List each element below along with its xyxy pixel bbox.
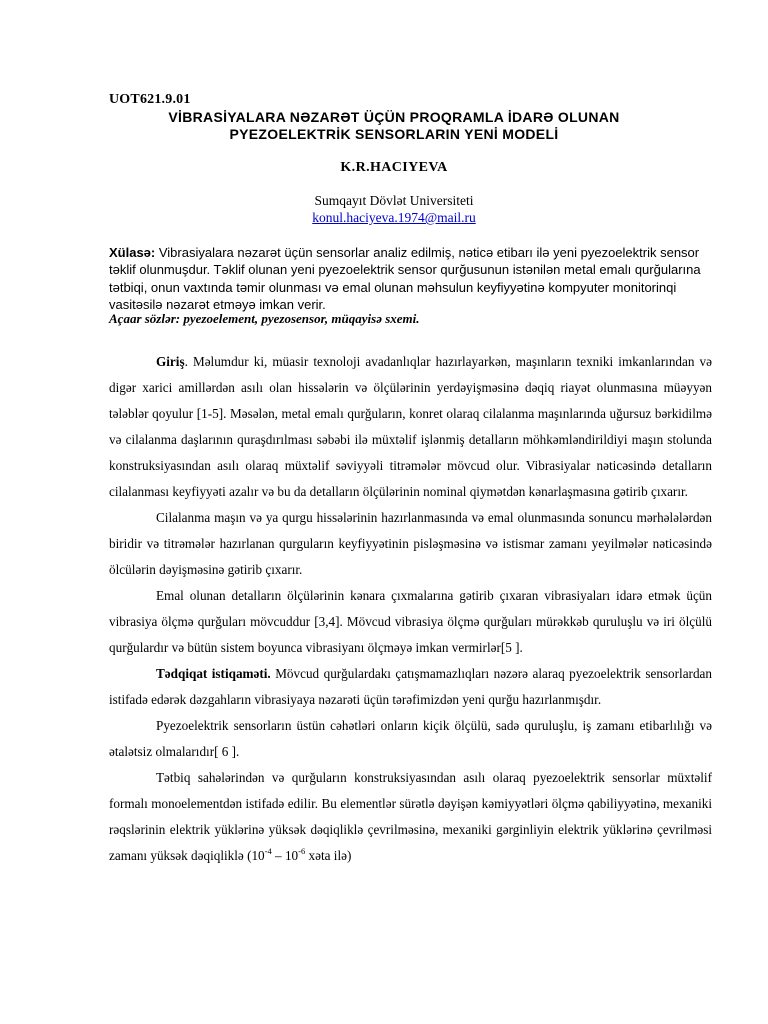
abstract [109,244,709,313]
udc-code: UOT621.9.01 [109,92,191,107]
intro-text: . Məlumdur ki, müasir texnoloji avadanlıqlar hazırlayarkən, maşınların texniki imkanlarından və digər xarici amillərdən asılı olan hissələrin və ölçülərinin yerdəyişməsinə dəqiq riayət olunmasına müəyyən tələblər qoyulur [1-5]. Məsələn, metal emalı qurğuların, konret olaraq cilalanma maşınlarında uğursuz bərkidilmə və cilalanma daşlarının quraşdırılması səbəbi ilə müxtəlif işlənmiş detalların möhkəmləndirildiyi maşın stolunda konstruksiyasından asılı olaraq müxtəlif səviyyəli titrəmələr mövcud olur. Vibrasiyalar nəticəsində detalların cilalanması keyfiyyəti azalır və bu da detalların ölçülərinin nominal qiymətdən kənarlaşmasına gətirib çıxarır. [109,354,712,499]
p6-text: Tətbiq sahələrindən və qurğuların konstruksiyasından asılı olaraq pyezoelektrik sensorlar müxtəlif formalı monoelementdən istifadə edilir. Bu elementlər sürətlə dəyişən kəmiyyətləri ölçmə qabiliyyətinə, mexaniki rəqslərinin elektrik yüklərinə yüksək dəqiqliklə çevrilməsinə, mexaniki gərginliyin elektrik yüklərinə çevrilməsi zamanı yüksək dəqiqliklə (10 [109,770,712,863]
email-line [120,210,668,226]
keywords: Açaar sözlər: pyezoelement, pyezosensor, müqayisə sxemi. [109,311,420,326]
intro-heading: Giriş [156,354,185,369]
email-link[interactable]: konul.haciyeva.1974@mail.ru [312,210,476,225]
abstract-label: Xülasə: [109,245,156,260]
paragraph-introduction [109,349,712,505]
abstract-text: Vibrasiyalara nəzarət üçün sensorlar analiz edilmiş, nəticə etibarı ilə yeni pyezoelektrik sensor təklif olunmuşdur. Təklif olunan yeni pyezoelektrik sensor qurğusunun istənilən metal emalı qurğularına tətbiqi, onun vaxtında təmir olunması və emal olunan məhsulun keyfiyyətinə kompyuter monitorinqi vasitəsilə nəzarət etməyə imkan verir. [109,245,701,312]
research-direction-heading: Tədqiqat istiqaməti. [156,666,271,681]
exponent-1: -4 [264,845,272,856]
title-line-1: VİBRASİYALARA NƏZARƏT ÜÇÜN PROQRAMLA İDARƏ OLUNAN [168,109,620,125]
paragraph-5: Pyezoelektrik sensorların üstün cəhətləri onların kiçik ölçülü, sadə quruluşlu, iş zamanı etibarlılığı və ətalətsiz olmalarıdır[ 6 ]. [109,718,712,759]
paragraph-2: Cilalanma maşın və ya qurgu hissələrinin hazırlanmasında və emal olunmasında sonuncu mərhələlərdən biridir və titrəmələr hazırlanan qurguların keyfiyyətinin pisləşməsinə və istismar zamanı yeyilmələr nəticəsində ölcülərin dəyişməsinə gətirib çıxarır. [109,510,712,577]
p6-end: xəta ilə) [305,848,352,863]
paragraph-6 [109,765,712,869]
paragraph-research-direction [109,661,712,713]
exponent-2: -6 [298,845,306,856]
p6-mid: – 10 [271,848,299,863]
body-text [109,349,712,869]
research-direction-text: Mövcud qurğulardakı çatışmamazlıqları nəzərə alaraq pyezoelektrik sensorlardan istifadə edərək dəzgahların vibrasiyaya nəzarəti üçün tərəfimizdən yeni qurğu hazırlanmışdır. [109,666,712,707]
title-line-2: PYEZOELEKTRİK SENSORLARIN YENİ MODELİ [229,126,559,142]
affiliation: Sumqayıt Dövlət Universiteti [314,193,474,208]
paragraph-3: Emal olunan detalların ölçülərinin kənara çıxmalarına gətirib çıxaran vibrasiyaları idarə etmək üçün vibrasiya ölçmə qurğuları mövcuddur [3,4]. Mövcud vibrasiya ölçmə qurğuları mürəkkəb quruluşlu və iri ölçülü qurğulardır və bütün sistem boyunca vibrasiyanı ölçməyə imkan vermirlər[5 ]. [109,588,712,655]
author-name: K.R.HACIYEVA [340,160,448,175]
